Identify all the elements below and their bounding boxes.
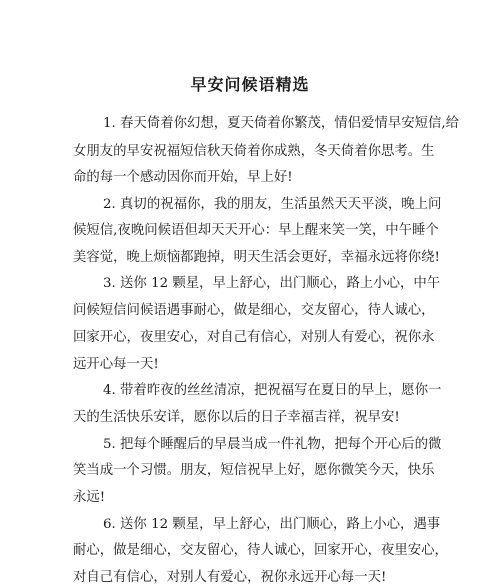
paragraph-3-line-1: 3. 送你 12 颗星，早上舒心，出门顺心，路上小心，中午 [103,276,441,291]
paragraph-6-line-3: 对自己有信心，对别人有爱心，祝你永远开心每一天! [73,570,387,585]
document-title: 早安问候语精选 [190,75,310,94]
paragraph-1-line-2: 女朋友的早安祝福短信秋天倚着你成熟，冬天倚着你思考。生 [73,144,435,159]
paragraph-6-line-1: 6. 送你 12 颗星，早上舒心，出门顺心，路上小心，遇事 [103,517,441,532]
paragraph-1-line-1: 1. 春天倚着你幻想，夏天倚着你繁茂，情侣爱情早安短信,给 [103,116,460,131]
paragraph-3-line-3: 回家开心，夜里安心，对自己有信心，对别人有爱心，祝你永 [73,330,435,345]
paragraph-4-line-2: 天的生活快乐安详，愿你以后的日子幸福吉祥，祝早安! [73,410,400,425]
paragraph-2-line-3: 美容觉，晚上烦恼都跑掉，明天生活会更好，幸福永远将你绕! [73,250,440,265]
paragraph-6-line-2: 耐心，做是细心，交友留心，待人诚心，回家开心，夜里安心， [73,543,448,558]
paragraph-3-line-2: 问候短信问候语遇事耐心，做是细心，交友留心，待人诚心， [73,303,435,318]
paragraph-4-line-1: 4. 带着昨夜的丝丝清凉，把祝福写在夏日的早上，愿你一 [103,383,442,398]
paragraph-3-line-4: 远开心每一天! [73,357,159,372]
paragraph-5-line-3: 永远! [73,490,106,505]
paragraph-2-line-2: 候短信,夜晚问候语但却天天开心：早上醒来笑一笑，中午睡个 [73,223,439,238]
paragraph-2-line-1: 2. 真切的祝福你，我的朋友，生活虽然天天平淡，晚上问 [103,197,442,212]
paragraph-1-line-3: 命的每一个感动因你而开始，早上好! [73,170,293,185]
paragraph-5-line-1: 5. 把每个睡醒后的早晨当成一件礼物，把每个开心后的微 [103,437,442,452]
paragraph-5-line-2: 笑当成一个习惯。朋友，短信祝早上好，愿你微笑今天，快乐 [73,463,435,478]
